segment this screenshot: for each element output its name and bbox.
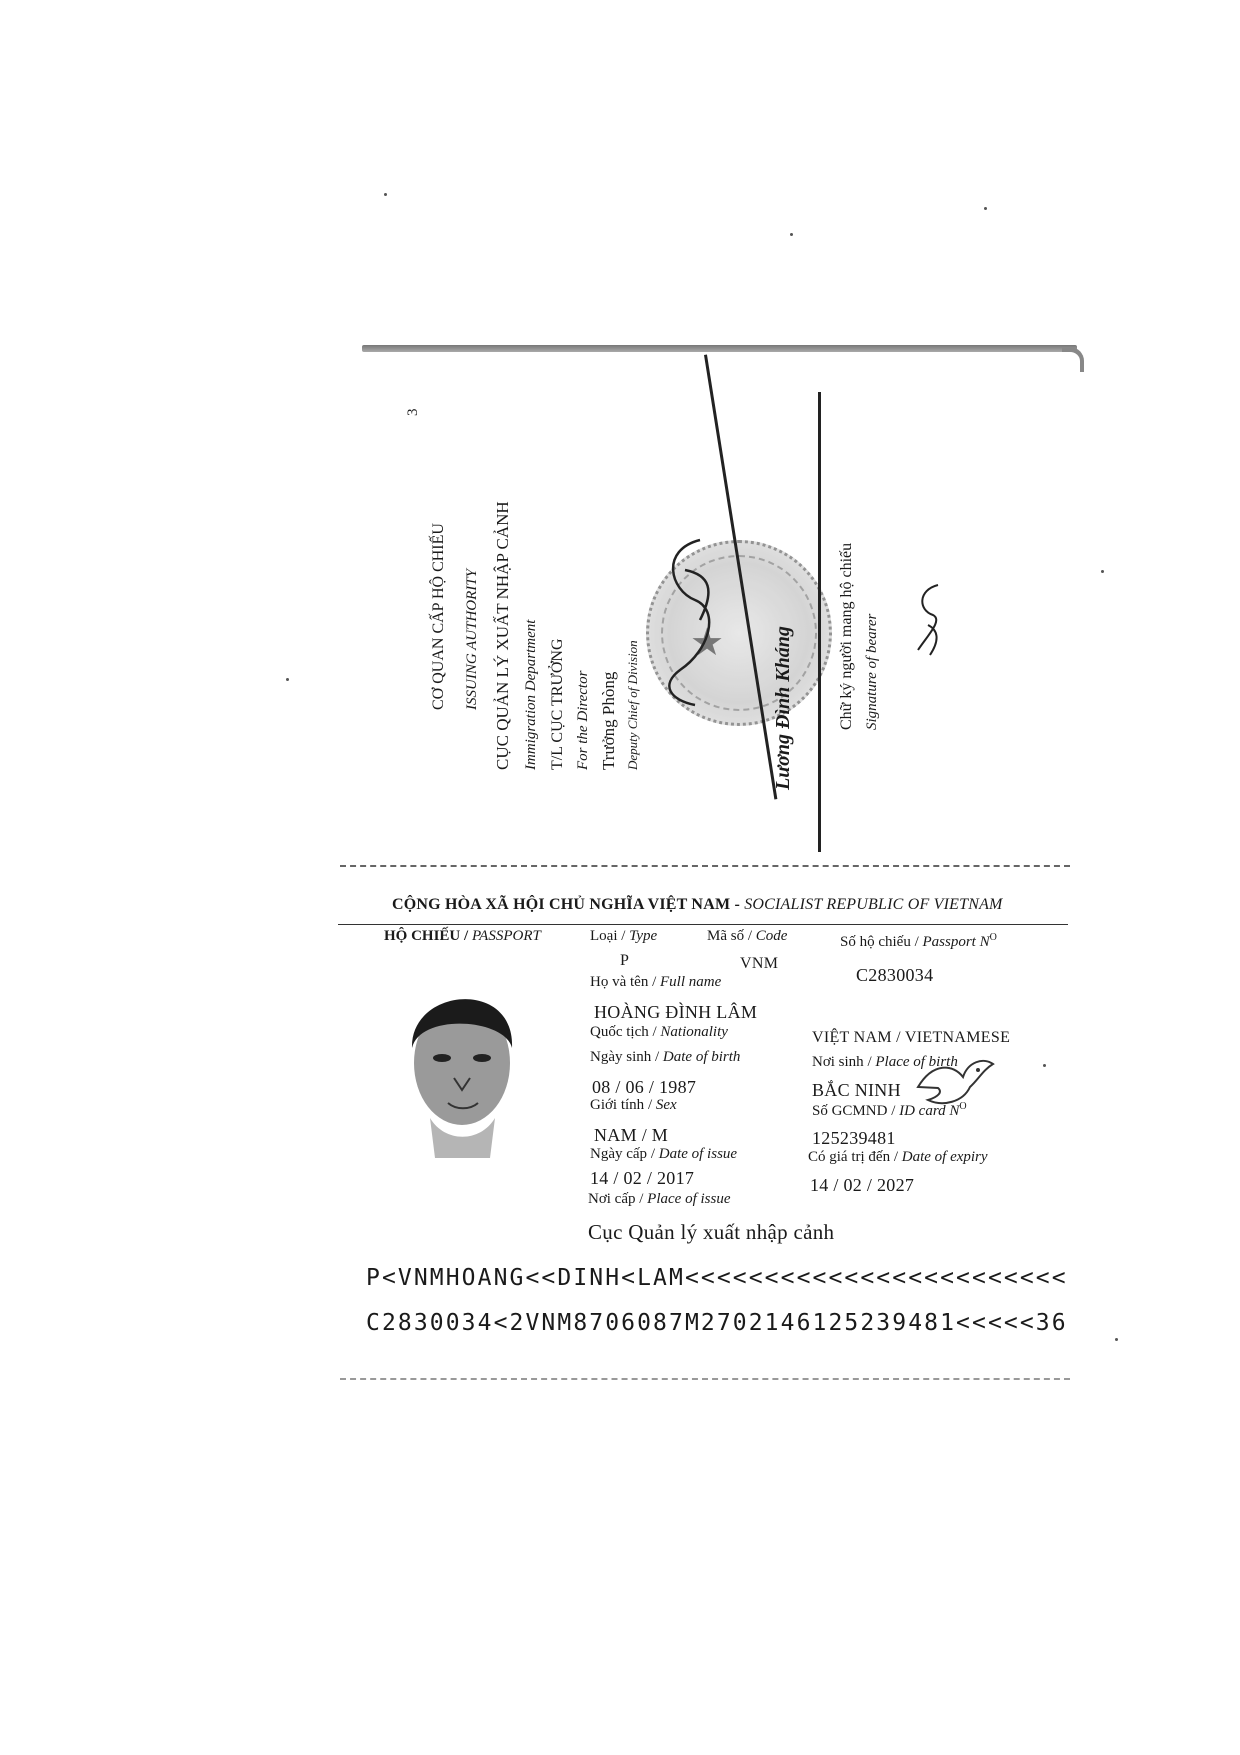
document-title-en: PASSPORT [471, 928, 541, 944]
page-top-edge [362, 345, 1077, 352]
mrz-line-2: C2830034<2VNM8706087M2702146125239481<<<<<36 [366, 1310, 1068, 1336]
id-value: 125239481 [812, 1128, 896, 1148]
sex-label: Giới tính / Sex [590, 1097, 677, 1113]
passport-no-value: C2830034 [856, 965, 934, 985]
country-header-en: SOCIALIST REPUBLIC OF VIETNAM [744, 896, 1003, 913]
department-block [493, 501, 647, 770]
department-vi: CỤC QUẢN LÝ XUẤT NHẬP CẢNH [493, 501, 512, 770]
place-of-issue-label: Nơi cấp / Place of issue [588, 1191, 731, 1207]
pob-value: BẮC NINH [812, 1080, 901, 1100]
date-of-expiry-label: Có giá trị đến / Date of expiry [808, 1149, 988, 1165]
bearer-signature-en: Signature of bearer [864, 613, 880, 730]
sex-value: NAM / M [594, 1125, 669, 1145]
for-director-vi: T/L CỤC TRƯỞNG [549, 638, 566, 770]
issuing-authority-block [430, 523, 494, 710]
deputy-en: Deputy Chief of Division [625, 640, 640, 770]
date-of-expiry-value: 14 / 02 / 2027 [810, 1175, 915, 1195]
document-title-vi: HỘ CHIẾU [384, 928, 461, 944]
officer-name: Lương Đình Kháng [772, 626, 794, 790]
type-label: Loại / Type [590, 928, 658, 944]
passport-no-label: Số hộ chiếu / Passport $N^O$ [840, 932, 997, 950]
bearer-signature-block [838, 543, 888, 730]
country-header [392, 896, 1003, 914]
issuing-authority-en: ISSUING AUTHORITY [464, 569, 480, 710]
id-label: Số GCMND / ID card $N^O$ [812, 1101, 967, 1119]
full-name-value: HOÀNG ĐÌNH LÂM [594, 1002, 758, 1022]
place-of-issue-value: Cục Quản lý xuất nhập cảnh [588, 1220, 835, 1244]
seal-star-icon: ★ [690, 622, 725, 664]
department-en: Immigration Department [523, 619, 539, 770]
issuing-authority-vi: CƠ QUAN CẤP HỘ CHIẾU [430, 523, 447, 710]
deputy-vi: Trưởng Phòng [599, 671, 618, 770]
code-label: Mã số / Code [707, 928, 788, 944]
page-number: 3 [405, 408, 421, 416]
dob-label: Ngày sinh / Date of birth [590, 1049, 741, 1065]
mrz-line-1: P<VNMHOANG<<DINH<LAM<<<<<<<<<<<<<<<<<<<<<<<< [366, 1265, 1068, 1291]
country-header-vi: CỘNG HÒA XÃ HỘI CHỦ NGHĨA VIỆT NAM [392, 896, 731, 913]
bearer-signature-icon [908, 580, 948, 660]
full-name-label: Họ và tên / Full name [590, 974, 722, 990]
type-value: P [620, 952, 630, 969]
code-value: VNM [740, 955, 779, 972]
page-divider [340, 865, 1070, 867]
holder-photo [390, 968, 530, 1173]
for-director-en: For the Director [575, 670, 591, 770]
page-corner [1062, 347, 1084, 372]
pob-label: Nơi sinh / Place of birth [812, 1054, 958, 1070]
page-column-rule [818, 392, 821, 852]
document-title: HỘ CHIẾU / PASSPORT [384, 928, 541, 944]
country-header-separator: - [730, 896, 745, 913]
date-of-issue-label: Ngày cấp / Date of issue [590, 1146, 738, 1162]
date-of-issue-value: 14 / 02 / 2017 [590, 1168, 695, 1188]
nationality-value: VIỆT NAM / VIETNAMESE [812, 1029, 1011, 1046]
dob-value: 08 / 06 / 1987 [592, 1077, 697, 1097]
nationality-label: Quốc tịch / Nationality [590, 1024, 728, 1040]
officer-signature-icon [640, 530, 730, 720]
bearer-signature-vi: Chữ ký người mang hộ chiếu [838, 542, 855, 730]
page-bottom-edge [340, 1378, 1070, 1380]
header-rule [338, 924, 1068, 925]
